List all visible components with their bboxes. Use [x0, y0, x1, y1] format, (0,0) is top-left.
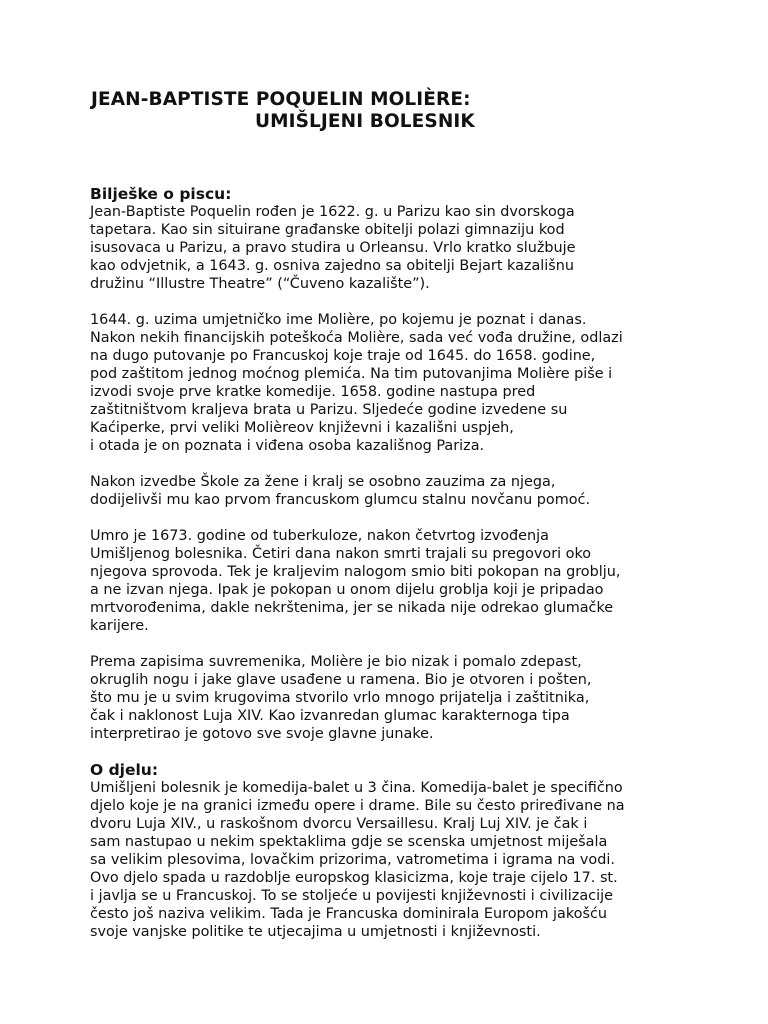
section-body-author-notes: [90, 203, 730, 743]
section-body-about-work: [90, 779, 730, 941]
text-line: mrtvorođenima, dakle nekrštenima, jer se nikada nije odrekao glumačke: [90, 600, 614, 616]
paragraph: [90, 311, 730, 455]
text-line: Kaćiperke, prvi veliki Molièreov književni i kazališni uspjeh,: [90, 420, 514, 436]
text-line: svoje vanjske politike te utjecajima u umjetnosti i književnosti.: [90, 924, 541, 940]
text-line: a ne izvan njega. Ipak je pokopan u onom dijelu groblja koji je pripadao: [90, 582, 604, 598]
text-line: Umišljenog bolesnika. Četiri dana nakon smrti trajali su pregovori oko: [90, 546, 592, 562]
text-line: interpretirao je gotovo sve svoje glavne junake.: [90, 726, 434, 742]
text-line: Nakon izvedbe Škole za žene i kralj se osobno zauzima za njega,: [90, 474, 556, 490]
paragraph: [90, 473, 730, 509]
text-line: i javlja se u Francuskoj. To se stoljeće u povijesti književnosti i civilizacije: [90, 888, 613, 904]
text-line: Jean-Baptiste Poquelin rođen je 1622. g. u Parizu kao sin dvorskoga: [90, 204, 575, 220]
text-line: čak i naklonost Luja XIV. Kao izvanredan glumac karakternoga tipa: [90, 708, 570, 724]
text-line: 1644. g. uzima umjetničko ime Molière, po kojemu je poznat i danas.: [90, 312, 587, 328]
text-line: okruglih nogu i jake glave usađene u ramena. Bio je otvoren i pošten,: [90, 672, 592, 688]
text-line: Umro je 1673. godine od tuberkuloze, nakon četvrtog izvođenja: [90, 528, 549, 544]
text-line: njegova sprovoda. Tek je kraljevim nalogom smio biti pokopan na groblju,: [90, 564, 621, 580]
section-about-work: [90, 761, 730, 941]
text-line: pod zaštitom jednog moćnog plemića. Na tim putovanjima Molière piše i: [90, 366, 613, 382]
paragraph: [90, 653, 730, 743]
text-line: Nakon nekih financijskih poteškoća Molière, sada već vođa družine, odlazi: [90, 330, 623, 346]
text-line: Prema zapisima suvremenika, Molière je bio nizak i pomalo zdepast,: [90, 654, 582, 670]
text-line: sam nastupao u nekim spektaklima gdje se scenska umjetnost miješala: [90, 834, 608, 850]
paragraph: [90, 527, 730, 635]
text-line: dvoru Luja XIV., u raskošnom dvorcu Versaillesu. Kralj Luj XIV. je čak i: [90, 816, 588, 832]
section-heading-author-notes: Bilješke o piscu:: [90, 185, 232, 203]
text-line: Umišljeni bolesnik je komedija-balet u 3 čina. Komedija-balet je specifično: [90, 780, 623, 796]
text-line: karijere.: [90, 618, 149, 634]
text-line: sa velikim plesovima, lovačkim prizorima, vatrometima i igrama na vodi.: [90, 852, 615, 868]
text-line: družinu “Illustre Theatre” (“Čuveno kazalište”).: [90, 276, 430, 292]
text-line: na dugo putovanje po Francuskoj koje traje od 1645. do 1658. godine,: [90, 348, 596, 364]
text-line: često još naziva velikim. Tada je Francuska dominirala Europom jakošću: [90, 906, 608, 922]
document-body: [90, 185, 730, 959]
text-line: dodijelivši mu kao prvom francuskom glumcu stalnu novčanu pomoć.: [90, 492, 591, 508]
text-line: kao odvjetnik, a 1643. g. osniva zajedno sa obitelji Bejart kazališnu: [90, 258, 575, 274]
text-line: Ovo djelo spada u razdoblje europskog klasicizma, koje traje cijelo 17. st.: [90, 870, 618, 886]
section-heading-about-work: O djelu:: [90, 761, 159, 779]
section-author-notes: [90, 185, 730, 743]
paragraph: [90, 779, 730, 941]
document-title-line-1: JEAN-BAPTISTE POQUELIN MOLIÈRE:: [91, 89, 471, 110]
text-line: što mu je u svim krugovima stvorilo vrlo mnogo prijatelja i zaštitnika,: [90, 690, 590, 706]
text-line: tapetara. Kao sin situirane građanske obitelji polazi gimnaziju kod: [90, 222, 565, 238]
document-title-line-2: UMIŠLJENI BOLESNIK: [255, 111, 475, 132]
text-line: djelo koje je na granici između opere i drame. Bile su često priređivane na: [90, 798, 625, 814]
text-line: i otada je on poznata i viđena osoba kazališnog Pariza.: [90, 438, 485, 454]
text-line: zaštitništvom kraljeva brata u Parizu. Sljedeće godine izvedene su: [90, 402, 568, 418]
text-line: isusovaca u Parizu, a pravo studira u Orleansu. Vrlo kratko službuje: [90, 240, 576, 256]
text-line: izvodi svoje prve kratke komedije. 1658. godine nastupa pred: [90, 384, 536, 400]
paragraph: [90, 203, 730, 293]
